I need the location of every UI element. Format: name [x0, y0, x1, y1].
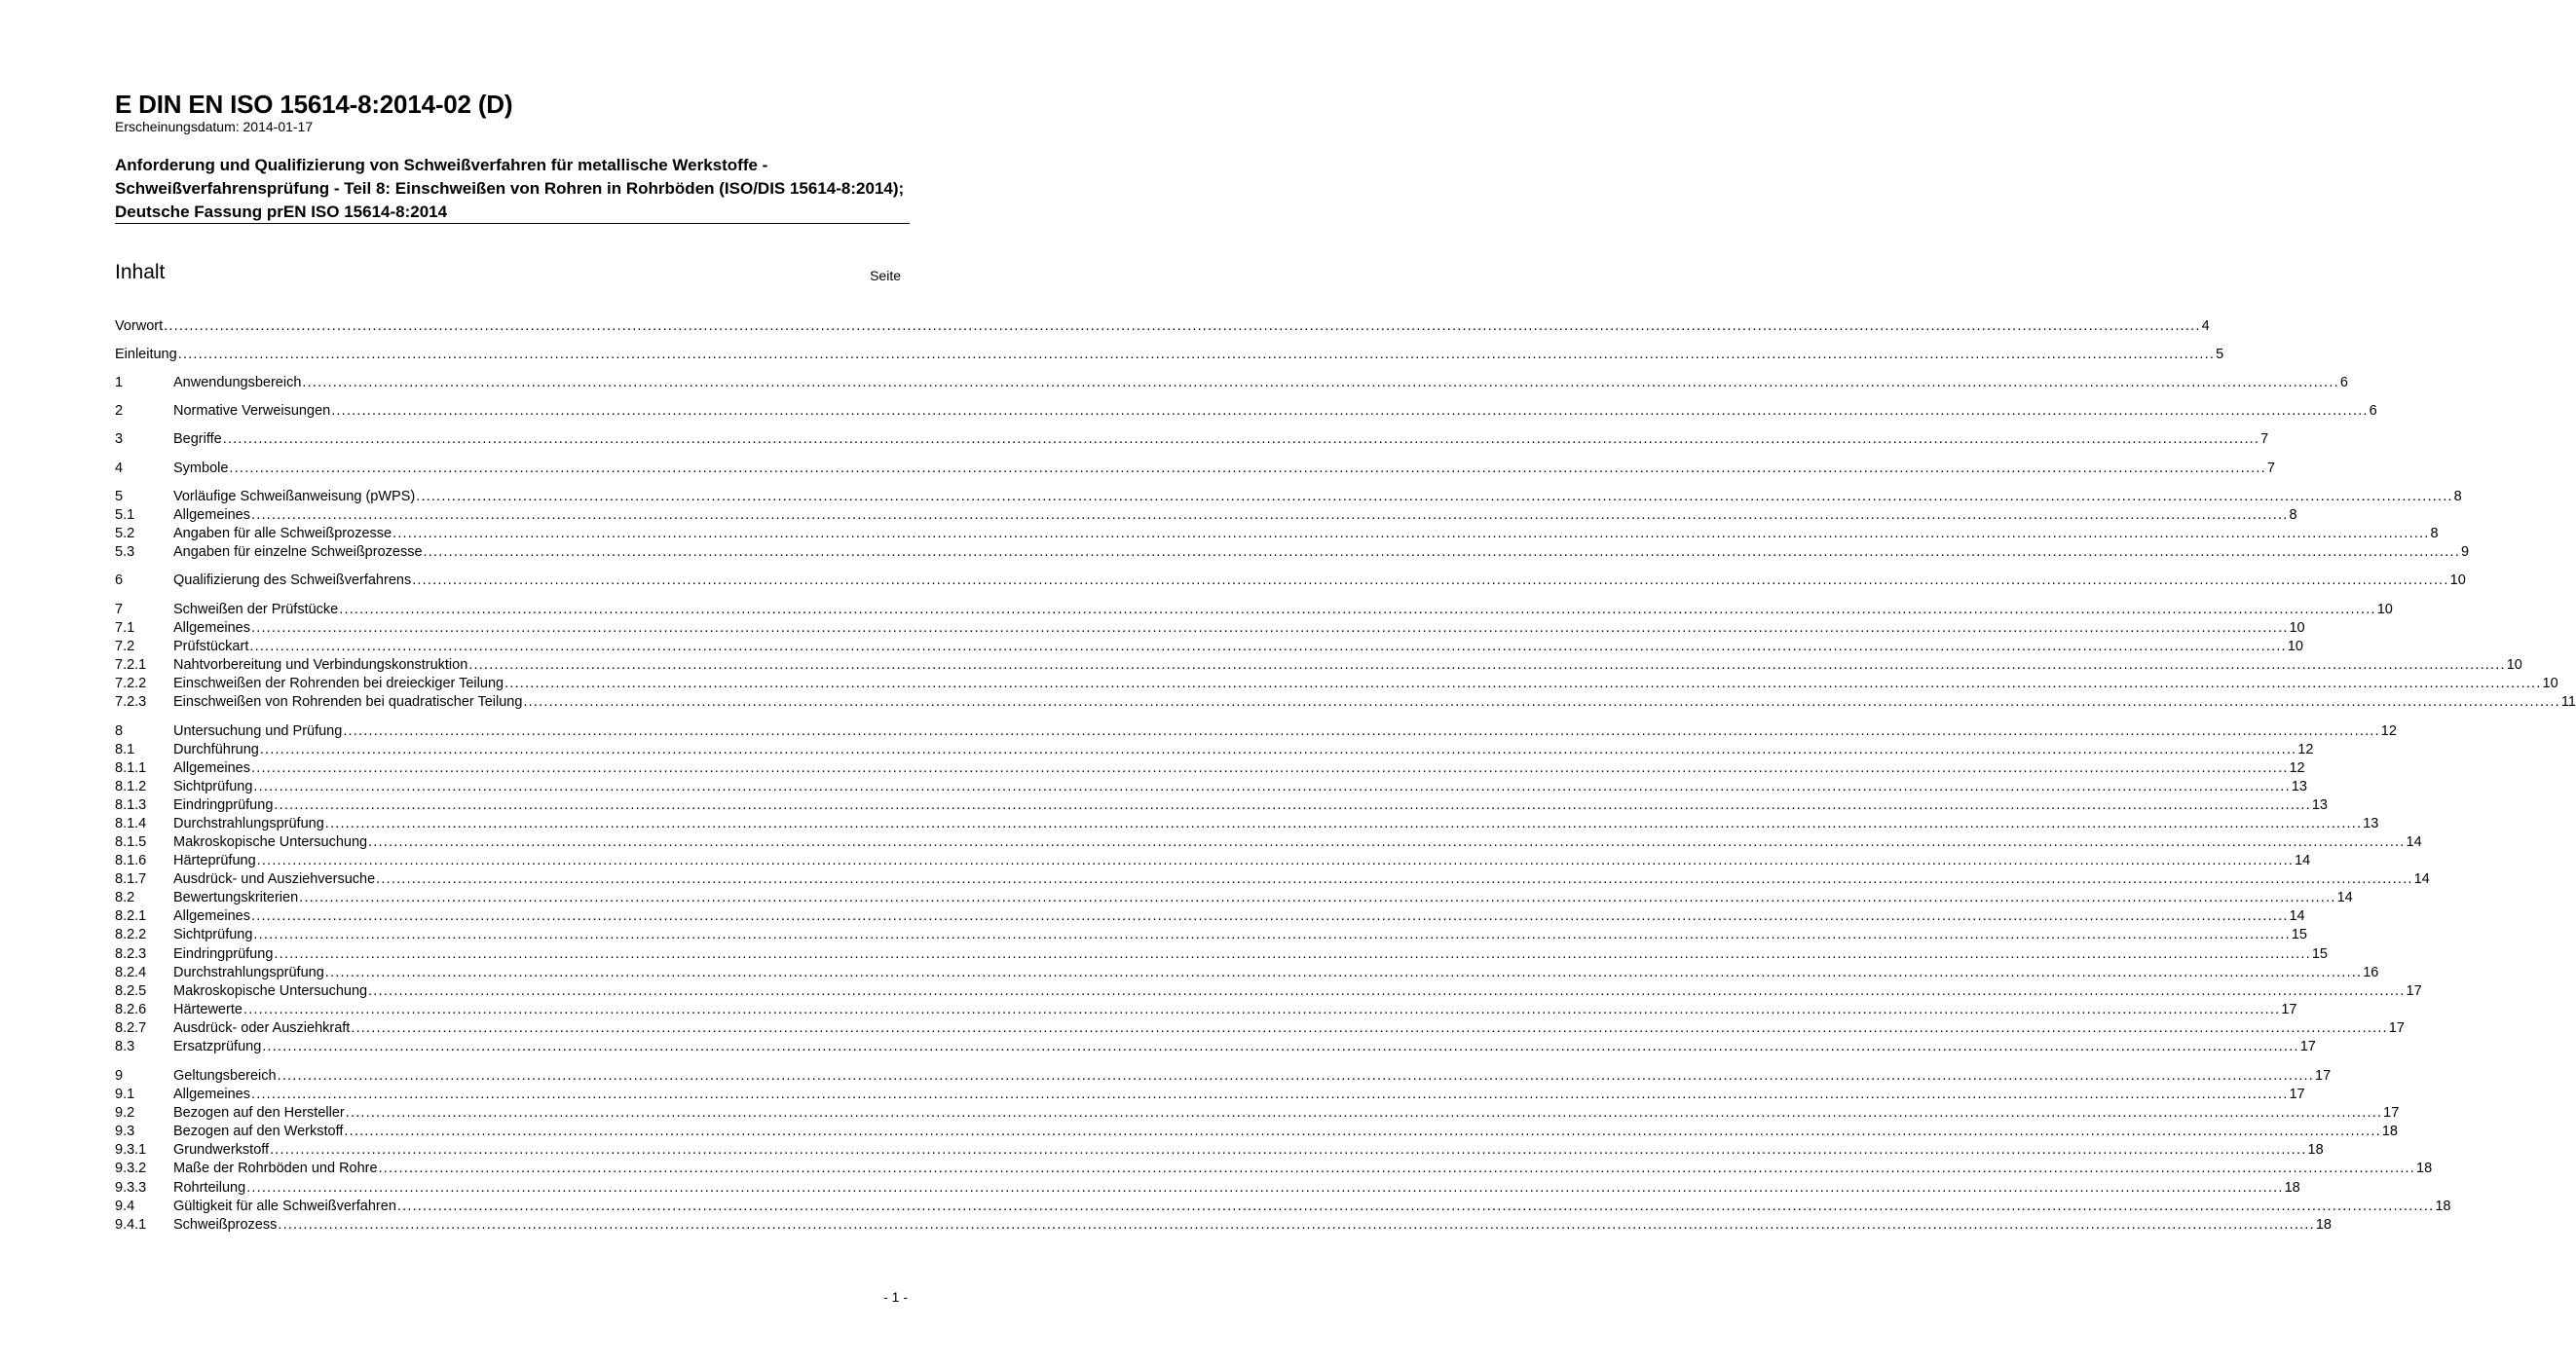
toc-entry[interactable]	[115, 543, 2470, 562]
toc-page-number: 7	[2260, 431, 2269, 447]
toc-page-number: 12	[2297, 742, 2314, 757]
toc-dot-leader: ................................................................................................................................................................................................................................................................................................................................................................................................................	[251, 908, 2289, 924]
toc-entry[interactable]	[115, 1198, 2451, 1216]
toc-page-number: 14	[2289, 908, 2305, 924]
toc-section-number: 8.2.3	[115, 946, 147, 962]
toc-entry[interactable]	[115, 778, 2307, 796]
toc-section-title: Ausdrück- und Ausziehversuche	[173, 871, 376, 887]
toc-entry[interactable]	[115, 460, 2275, 478]
toc-page-number: 11	[2560, 694, 2576, 710]
toc-page-number: 5	[2216, 347, 2224, 362]
toc-entry[interactable]	[115, 430, 2269, 449]
toc-section-title: Durchführung	[173, 742, 259, 757]
toc-section-title: Eindringprüfung	[173, 797, 274, 813]
contents-heading: Inhalt	[115, 261, 166, 283]
toc-page-number: 9	[2460, 544, 2470, 560]
toc-section-title: Durchstrahlungsprüfung	[173, 965, 324, 980]
toc-section-title: Allgemeines	[173, 760, 250, 776]
toc-section-number: 5	[115, 489, 124, 504]
toc-dot-leader: ................................................................................................................................................................................................................................................................................................................................................................................................................	[259, 742, 2297, 757]
toc-entry[interactable]	[115, 402, 2377, 421]
toc-section-title: Untersuchung und Prüfung	[173, 723, 343, 739]
toc-entry[interactable]	[115, 374, 2348, 392]
toc-dot-leader: ................................................................................................................................................................................................................................................................................................................................................................................................................	[251, 507, 2289, 523]
toc-section-title: Allgemeines	[173, 1087, 250, 1102]
toc-dot-leader: ................................................................................................................................................................................................................................................................................................................................................................................................................	[262, 1039, 2299, 1054]
toc-page-number: 17	[2289, 1087, 2305, 1102]
toc-section-number: 8.1.1	[115, 760, 147, 776]
toc-dot-leader: ................................................................................................................................................................................................................................................................................................................................................................................................................	[339, 602, 2376, 617]
toc-dot-leader: ................................................................................................................................................................................................................................................................................................................................................................................................................	[177, 347, 2216, 362]
toc-section-title: Bezogen auf den Werkstoff	[173, 1124, 344, 1139]
toc-section-number: 9.4.1	[115, 1217, 147, 1233]
toc-entry[interactable]	[115, 572, 2466, 590]
toc-section-title: Vorwort	[115, 318, 164, 334]
toc-section-number: 8.2.1	[115, 908, 147, 924]
toc-section-number: 8.3	[115, 1039, 135, 1054]
toc-section-number: 7.2.2	[115, 676, 147, 691]
toc-entry[interactable]	[115, 907, 2305, 926]
toc-dot-leader: ................................................................................................................................................................................................................................................................................................................................................................................................................	[251, 760, 2289, 776]
toc-section-title: Bewertungskriterien	[173, 890, 299, 905]
toc-page-number: 14	[2413, 871, 2430, 887]
toc-entry[interactable]	[115, 926, 2307, 944]
toc-entry[interactable]	[115, 675, 2558, 693]
toc-section-number: 8.1.2	[115, 779, 147, 794]
toc-section-title: Angaben für alle Schweißprozesse	[173, 526, 392, 541]
toc-section-title: Eindringprüfung	[173, 946, 274, 962]
toc-entry[interactable]	[115, 1001, 2297, 1019]
toc-section-number: 9	[115, 1068, 124, 1084]
toc-page-number: 12	[2289, 760, 2305, 776]
toc-dot-leader: ................................................................................................................................................................................................................................................................................................................................................................................................................	[229, 461, 2266, 476]
toc-page-number: 18	[2307, 1142, 2324, 1158]
toc-dot-leader: ................................................................................................................................................................................................................................................................................................................................................................................................................	[504, 676, 2542, 691]
toc-section-title: Allgemeines	[173, 507, 250, 523]
toc-entry[interactable]	[115, 1123, 2398, 1141]
toc-entry[interactable]	[115, 741, 2314, 759]
page-number-footer: - 1 -	[883, 1289, 908, 1305]
toc-page-number: 14	[2295, 853, 2311, 868]
toc-section-title: Maße der Rohrböden und Rohre	[173, 1161, 378, 1176]
toc-section-number: 5.3	[115, 544, 135, 560]
toc-page-number: 18	[2284, 1180, 2300, 1196]
toc-section-number: 8.1.5	[115, 834, 147, 850]
toc-page-number: 18	[2315, 1217, 2332, 1233]
toc-section-number: 8.1	[115, 742, 135, 757]
toc-dot-leader: ................................................................................................................................................................................................................................................................................................................................................................................................................	[302, 375, 2339, 390]
toc-dot-leader: ................................................................................................................................................................................................................................................................................................................................................................................................................	[376, 871, 2413, 887]
toc-entry[interactable]	[115, 656, 2522, 675]
toc-section-number: 8.2	[115, 890, 135, 905]
toc-section-title: Sichtprüfung	[173, 779, 253, 794]
toc-dot-leader: ................................................................................................................................................................................................................................................................................................................................................................................................................	[251, 620, 2289, 636]
toc-section-title: Symbole	[173, 461, 229, 476]
toc-section-title: Einschweißen der Rohrenden bei dreieckiger Teilung	[173, 676, 504, 691]
toc-section-title: Durchstrahlungsprüfung	[173, 816, 324, 831]
toc-page-number: 10	[2289, 620, 2305, 636]
toc-section-number: 9.3.2	[115, 1161, 147, 1176]
toc-entry[interactable]	[115, 870, 2430, 889]
toc-page-number: 6	[2339, 375, 2348, 390]
toc-section-title: Qualifizierung des Schweißverfahrens	[173, 572, 412, 588]
toc-page-number: 14	[2336, 890, 2353, 905]
toc-section-title: Bezogen auf den Hersteller	[173, 1105, 345, 1121]
toc-dot-leader: ................................................................................................................................................................................................................................................................................................................................................................................................................	[468, 657, 2506, 673]
toc-dot-leader: ................................................................................................................................................................................................................................................................................................................................................................................................................	[251, 1087, 2289, 1102]
toc-entry[interactable]	[115, 1141, 2324, 1160]
toc-dot-leader: ................................................................................................................................................................................................................................................................................................................................................................................................................	[274, 946, 2311, 962]
toc-page-number: 13	[2291, 779, 2307, 794]
toc-entry[interactable]	[115, 1067, 2332, 1086]
toc-section-title: Angaben für einzelne Schweißprozesse	[173, 544, 423, 560]
toc-entry[interactable]	[115, 722, 2397, 741]
toc-entry[interactable]	[115, 945, 2328, 964]
toc-section-title: Einschweißen von Rohrenden bei quadratischer Teilung	[173, 694, 523, 710]
toc-section-title: Makroskopische Untersuchung	[173, 834, 368, 850]
toc-dot-leader: ................................................................................................................................................................................................................................................................................................................................................................................................................	[368, 834, 2406, 850]
toc-page-number: 10	[2542, 676, 2558, 691]
toc-dot-leader: ................................................................................................................................................................................................................................................................................................................................................................................................................	[412, 572, 2449, 588]
toc-section-title: Makroskopische Untersuchung	[173, 983, 368, 999]
toc-dot-leader: ................................................................................................................................................................................................................................................................................................................................................................................................................	[277, 1068, 2315, 1084]
toc-section-number: 8.2.5	[115, 983, 147, 999]
toc-section-title: Schweißen der Prüfstücke	[173, 602, 339, 617]
toc-section-number: 9.1	[115, 1087, 135, 1102]
toc-dot-leader: ................................................................................................................................................................................................................................................................................................................................................................................................................	[345, 1105, 2383, 1121]
toc-entry[interactable]	[115, 982, 2422, 1001]
toc-entry[interactable]	[115, 638, 2303, 656]
toc-entry[interactable]	[115, 815, 2379, 833]
toc-entry[interactable]	[115, 1104, 2400, 1123]
toc-entry[interactable]	[115, 346, 2224, 364]
document-identifier: E DIN EN ISO 15614-8:2014-02 (D)	[115, 90, 513, 119]
toc-section-title: Allgemeines	[173, 908, 250, 924]
toc-entry[interactable]	[115, 1086, 2305, 1104]
toc-page-number: 13	[2311, 797, 2328, 813]
toc-section-number: 8	[115, 723, 124, 739]
toc-section-number: 7.2.1	[115, 657, 147, 673]
toc-section-number: 7.1	[115, 620, 135, 636]
toc-section-title: Härtewerte	[173, 1002, 243, 1017]
toc-entry[interactable]	[115, 525, 2439, 543]
toc-entry[interactable]	[115, 964, 2379, 982]
toc-entry[interactable]	[115, 1216, 2332, 1235]
toc-section-title: Ausdrück- oder Ausziehkraft	[173, 1020, 351, 1036]
toc-dot-leader: ................................................................................................................................................................................................................................................................................................................................................................................................................	[331, 403, 2369, 419]
toc-dot-leader: ................................................................................................................................................................................................................................................................................................................................................................................................................	[523, 694, 2560, 710]
toc-section-title: Vorläufige Schweißanweisung (pWPS)	[173, 489, 416, 504]
toc-section-title: Ersatzprüfung	[173, 1039, 262, 1054]
toc-section-number: 5.1	[115, 507, 135, 523]
toc-section-number: 8.2.7	[115, 1020, 147, 1036]
toc-page-number: 12	[2380, 723, 2397, 739]
toc-dot-leader: ................................................................................................................................................................................................................................................................................................................................................................................................................	[324, 816, 2363, 831]
toc-page-number: 18	[2381, 1124, 2398, 1139]
toc-section-number: 9.4	[115, 1199, 135, 1214]
toc-section-number: 7	[115, 602, 124, 617]
toc-section-number: 3	[115, 431, 124, 447]
toc-entry[interactable]	[115, 1160, 2433, 1178]
toc-section-title: Härteprüfung	[173, 853, 256, 868]
toc-page-number: 8	[2430, 526, 2439, 541]
toc-section-number: 7.2	[115, 639, 135, 654]
toc-dot-leader: ................................................................................................................................................................................................................................................................................................................................................................................................................	[343, 723, 2380, 739]
toc-dot-leader: ................................................................................................................................................................................................................................................................................................................................................................................................................	[274, 797, 2311, 813]
toc-dot-leader: ................................................................................................................................................................................................................................................................................................................................................................................................................	[164, 318, 2201, 334]
toc-page-number: 8	[2453, 489, 2462, 504]
toc-page-number: 15	[2311, 946, 2328, 962]
toc-dot-leader: ................................................................................................................................................................................................................................................................................................................................................................................................................	[344, 1124, 2381, 1139]
toc-page-number: 18	[2435, 1199, 2451, 1214]
toc-page-number: 17	[2299, 1039, 2316, 1054]
toc-dot-leader: ................................................................................................................................................................................................................................................................................................................................................................................................................	[416, 489, 2453, 504]
toc-dot-leader: ................................................................................................................................................................................................................................................................................................................................................................................................................	[324, 965, 2363, 980]
toc-page-number: 17	[2388, 1020, 2405, 1036]
toc-section-title: Gültigkeit für alle Schweißverfahren	[173, 1199, 396, 1214]
toc-section-number: 1	[115, 375, 124, 390]
toc-dot-leader: ................................................................................................................................................................................................................................................................................................................................................................................................................	[396, 1199, 2435, 1214]
toc-dot-leader: ................................................................................................................................................................................................................................................................................................................................................................................................................	[243, 1002, 2281, 1017]
toc-section-number: 8.1.6	[115, 853, 147, 868]
document-title: Anforderung und Qualifizierung von Schweißverfahren für metallische Werkstoffe - Schweißverfahrensprüfung - Teil 8: Einschweißen von Rohren in Rohrböden (ISO/DIS 15614-8:2014); Deutsche Fassung prEN ISO 15614-8:2014	[115, 156, 905, 221]
toc-page-number: 10	[2449, 572, 2466, 588]
toc-section-title: Anwendungsbereich	[173, 375, 302, 390]
publication-date: Erscheinungsdatum: 2014-01-17	[115, 119, 314, 134]
toc-section-title: Einleitung	[115, 347, 177, 362]
toc-entry[interactable]	[115, 619, 2305, 638]
toc-page-number: 4	[2201, 318, 2210, 334]
toc-section-number: 8.2.6	[115, 1002, 147, 1017]
toc-entry[interactable]	[115, 506, 2297, 525]
toc-section-title: Prüfstückart	[173, 639, 249, 654]
toc-section-title: Sichtprüfung	[173, 927, 253, 942]
toc-section-number: 9.3.3	[115, 1180, 147, 1196]
toc-entry[interactable]	[115, 852, 2311, 870]
toc-section-title: Nahtvorbereitung und Verbindungskonstruktion	[173, 657, 468, 673]
toc-entry[interactable]	[115, 1019, 2405, 1038]
toc-section-number: 9.3.1	[115, 1142, 147, 1158]
toc-dot-leader: ................................................................................................................................................................................................................................................................................................................................................................................................................	[253, 927, 2291, 942]
toc-section-title: Normative Verweisungen	[173, 403, 331, 419]
toc-section-number: 8.1.7	[115, 871, 147, 887]
page-column-label: Seite	[870, 268, 901, 283]
toc-section-title: Rohrteilung	[173, 1180, 246, 1196]
toc-dot-leader: ................................................................................................................................................................................................................................................................................................................................................................................................................	[368, 983, 2406, 999]
toc-page-number: 13	[2363, 816, 2379, 831]
toc-section-number: 8.1.4	[115, 816, 147, 831]
toc-dot-leader: ................................................................................................................................................................................................................................................................................................................................................................................................................	[392, 526, 2430, 541]
toc-section-title: Grundwerkstoff	[173, 1142, 270, 1158]
toc-section-number: 7.2.3	[115, 694, 147, 710]
toc-entry[interactable]	[115, 317, 2210, 336]
toc-section-number: 8.2.2	[115, 927, 147, 942]
toc-section-number: 4	[115, 461, 124, 476]
toc-entry[interactable]	[115, 693, 2576, 712]
toc-entry[interactable]	[115, 889, 2353, 907]
toc-dot-leader: ................................................................................................................................................................................................................................................................................................................................................................................................................	[299, 890, 2336, 905]
toc-section-number: 8.1.3	[115, 797, 147, 813]
toc-dot-leader: ................................................................................................................................................................................................................................................................................................................................................................................................................	[246, 1180, 2284, 1196]
toc-page-number: 18	[2416, 1161, 2433, 1176]
toc-dot-leader: ................................................................................................................................................................................................................................................................................................................................................................................................................	[249, 639, 2287, 654]
toc-entry[interactable]	[115, 833, 2422, 852]
toc-page-number: 15	[2291, 927, 2307, 942]
toc-dot-leader: ................................................................................................................................................................................................................................................................................................................................................................................................................	[378, 1161, 2416, 1176]
toc-section-number: 6	[115, 572, 124, 588]
toc-page-number: 10	[2376, 602, 2393, 617]
toc-page-number: 10	[2506, 657, 2522, 673]
toc-entry[interactable]	[115, 488, 2462, 506]
toc-page-number: 17	[2383, 1105, 2400, 1121]
toc-entry[interactable]	[115, 796, 2328, 815]
toc-page-number: 16	[2363, 965, 2379, 980]
toc-page-number: 6	[2369, 403, 2377, 419]
toc-dot-leader: ................................................................................................................................................................................................................................................................................................................................................................................................................	[270, 1142, 2307, 1158]
toc-page-number: 17	[2406, 983, 2422, 999]
toc-page-number: 7	[2266, 461, 2275, 476]
toc-dot-leader: ................................................................................................................................................................................................................................................................................................................................................................................................................	[256, 853, 2295, 868]
toc-page-number: 14	[2406, 834, 2422, 850]
toc-section-number: 9.3	[115, 1124, 135, 1139]
toc-dot-leader: ................................................................................................................................................................................................................................................................................................................................................................................................................	[423, 544, 2460, 560]
toc-section-title: Begriffe	[173, 431, 222, 447]
toc-entry[interactable]	[115, 759, 2305, 778]
toc-page-number: 8	[2289, 507, 2297, 523]
toc-section-number: 2	[115, 403, 124, 419]
title-divider	[115, 223, 910, 224]
toc-dot-leader: ................................................................................................................................................................................................................................................................................................................................................................................................................	[222, 431, 2260, 447]
toc-page-number: 17	[2315, 1068, 2332, 1084]
toc-dot-leader: ................................................................................................................................................................................................................................................................................................................................................................................................................	[253, 779, 2291, 794]
toc-section-title: Allgemeines	[173, 620, 250, 636]
toc-section-number: 9.2	[115, 1105, 135, 1121]
toc-section-number: 5.2	[115, 526, 135, 541]
toc-page-number: 10	[2287, 639, 2303, 654]
toc-entry[interactable]	[115, 601, 2393, 619]
toc-entry[interactable]	[115, 1179, 2300, 1198]
toc-page-number: 17	[2281, 1002, 2297, 1017]
toc-section-number: 8.2.4	[115, 965, 147, 980]
toc-dot-leader: ................................................................................................................................................................................................................................................................................................................................................................................................................	[351, 1020, 2388, 1036]
toc-dot-leader: ................................................................................................................................................................................................................................................................................................................................................................................................................	[278, 1217, 2315, 1233]
toc-section-title: Schweißprozess	[173, 1217, 278, 1233]
toc-entry[interactable]	[115, 1038, 2316, 1056]
toc-section-title: Geltungsbereich	[173, 1068, 277, 1084]
